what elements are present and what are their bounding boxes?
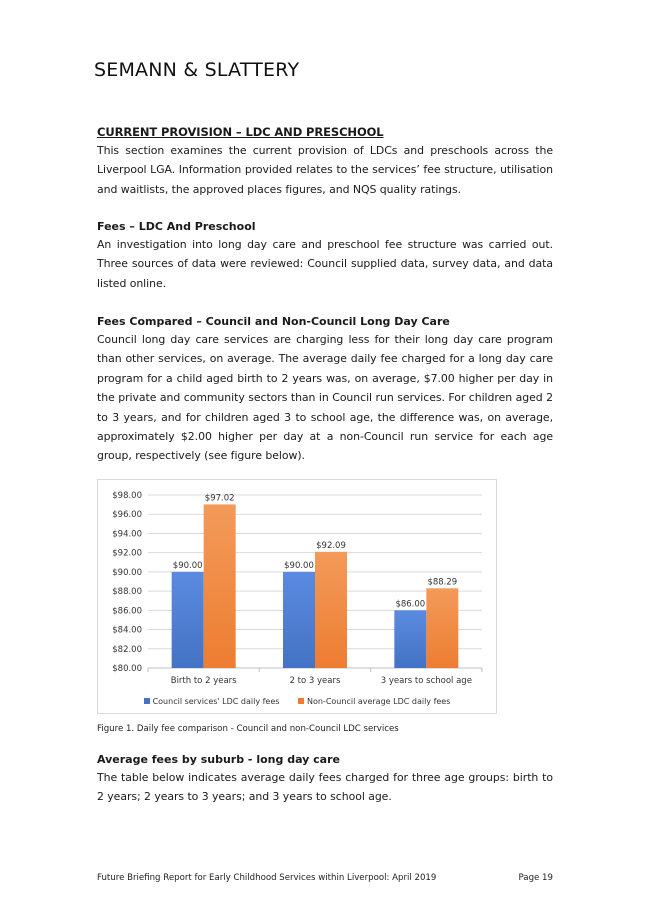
legend-label-council: Council services' LDC daily fees	[152, 697, 280, 706]
chart-canvas	[98, 480, 496, 695]
data-label: $92.09	[316, 540, 346, 551]
data-label: $97.02	[204, 493, 235, 504]
legend-item-non-council	[298, 697, 450, 706]
section-current-provision	[97, 125, 553, 199]
section-heading: Average fees by suburb - long day care	[97, 753, 340, 766]
bar-council	[283, 572, 315, 668]
fee-comparison-chart	[97, 479, 497, 714]
y-tick-label: $92.00	[112, 548, 142, 559]
chart-legend	[98, 697, 496, 706]
x-tick-label: 3 years to school age	[380, 676, 472, 686]
section-body: An investigation into long day care and preschool fee structure was carried out. Three sources of data were reviewed: Council supplied data, survey data, and data listed online.	[97, 238, 553, 290]
section-avg-fees-suburb	[97, 753, 553, 807]
data-label: $88.29	[427, 577, 458, 588]
bar-non-council	[204, 504, 236, 668]
data-label: $86.00	[395, 599, 426, 610]
y-tick-label: $84.00	[112, 625, 142, 636]
y-tick-label: $80.00	[112, 664, 142, 674]
section-body: This section examines the current provision of LDCs and preschools across the Liverpool LGA. Information provided relates to the services’ fee structure, utilisation and waitlists, the approved places figures, and NQS quality ratings.	[97, 144, 553, 196]
legend-swatch-council	[144, 698, 150, 704]
footer-text: Future Briefing Report for Early Childhood Services within Liverpool: April 2019	[97, 873, 437, 883]
x-tick-label: 2 to 3 years	[289, 676, 341, 686]
legend-label-non-council: Non-Council average LDC daily fees	[306, 697, 451, 706]
y-tick-label: $86.00	[112, 606, 142, 617]
section-heading: Fees Compared – Council and Non-Council Long Day Care	[97, 315, 450, 328]
bar-council	[172, 572, 204, 668]
brand-logo: SEMANN & SLATTERY	[94, 59, 300, 81]
y-tick-label: $82.00	[112, 644, 142, 655]
section-fees-compared	[97, 315, 553, 466]
section-heading: CURRENT PROVISION – LDC AND PRESCHOOL	[97, 125, 384, 139]
y-tick-label: $96.00	[112, 510, 142, 521]
section-body: The table below indicates average daily fees charged for three age groups: birth to 2 years; 2 years to 3 years; and 3 years to school age.	[97, 771, 553, 804]
data-label: $90.00	[284, 560, 314, 571]
y-tick-label: $98.00	[112, 491, 142, 501]
figure-caption: Figure 1. Daily fee comparison - Council and non-Council LDC services	[97, 724, 399, 734]
section-heading: Fees – LDC And Preschool	[97, 220, 256, 233]
x-tick-label: Birth to 2 years	[170, 676, 237, 686]
section-body: Council long day care services are charging less for their long day care program than other services, on average. The average daily fee charged for a long day care program for a child aged birth to 2 years was, on average, $7.00 higher per day in the private and community sectors than in Council run services. For children aged 2 to 3 years, and for children aged 3 to school age, the difference was, on average, approximately $2.00 higher per day at a non-Council run service for each age group, respectively (see figure below).	[97, 333, 553, 463]
bar-non-council	[315, 552, 347, 668]
data-label: $90.00	[172, 560, 203, 571]
page-number: Page 19	[518, 873, 553, 883]
y-tick-label: $90.00	[112, 567, 142, 578]
y-tick-label: $94.00	[112, 529, 142, 540]
bar-council	[394, 610, 426, 668]
page-footer	[97, 873, 553, 883]
legend-swatch-non-council	[298, 698, 304, 704]
section-fees	[97, 220, 553, 293]
bar-non-council	[426, 588, 458, 668]
legend-item-council	[144, 697, 280, 706]
y-tick-label: $88.00	[112, 587, 142, 598]
